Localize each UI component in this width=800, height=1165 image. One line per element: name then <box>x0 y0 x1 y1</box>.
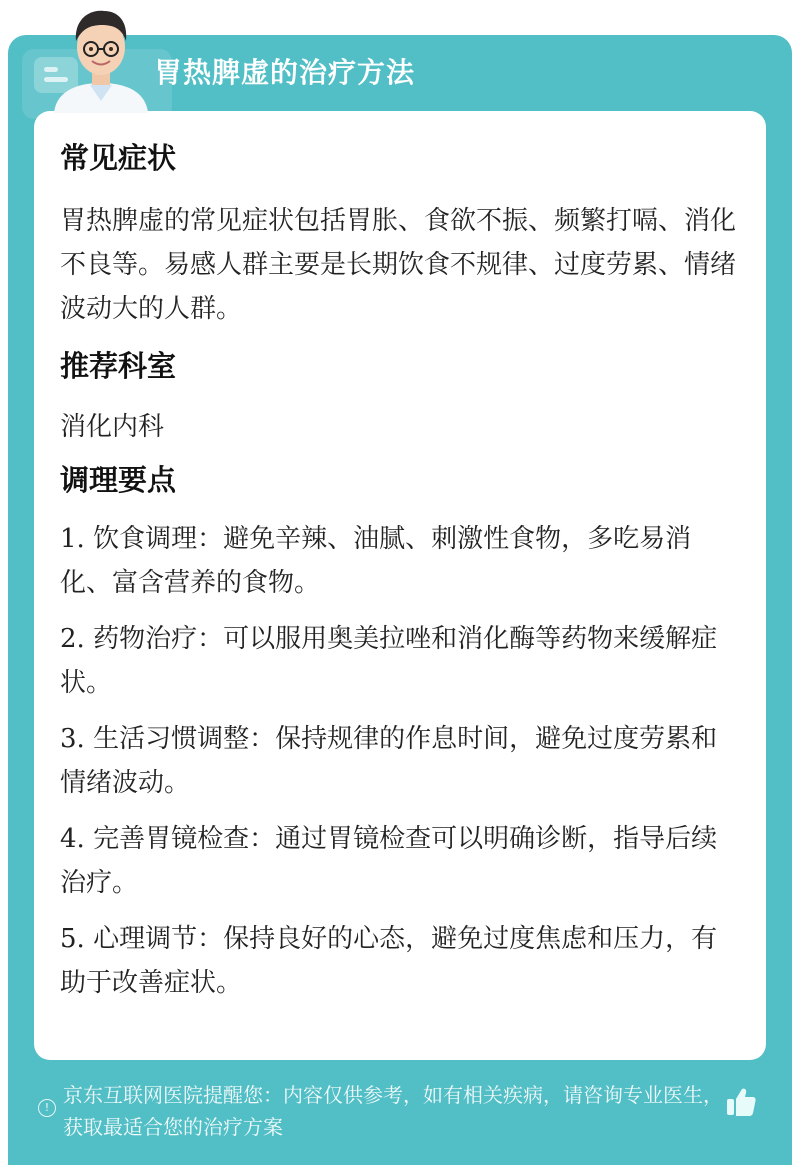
article-card <box>8 35 792 1165</box>
info-icon: ! <box>38 1099 56 1117</box>
page-title: 胃热脾虚的治疗方法 <box>154 56 416 89</box>
footer <box>8 1075 792 1165</box>
care-tip: 4. 完善胃镜检查：通过胃镜检查可以明确诊断，指导后续治疗。 <box>60 824 718 898</box>
care-tip: 5. 心理调节：保持良好的心态，避免过度焦虑和压力，有助于改善症状。 <box>60 924 718 998</box>
disclaimer-text: 京东互联网医院提醒您：内容仅供参考，如有相关疾病，请咨询专业医生，获取最适合您的治疗方案 <box>63 1083 723 1139</box>
care-title: 调理要点 <box>60 463 177 497</box>
care-tip: 1. 饮食调理：避免辛辣、油腻、刺激性食物，多吃易消化、富含营养的食物。 <box>60 524 692 598</box>
symptoms-text: 胃热脾虚的常见症状包括胃胀、食欲不振、频繁打嗝、消化不良等。易感人群主要是长期饮食不规律、过度劳累、情绪波动大的人群。 <box>60 206 737 324</box>
doctor-avatar <box>46 5 156 113</box>
thumbs-up-icon[interactable] <box>724 1085 758 1119</box>
department-text: 消化内科 <box>60 412 165 442</box>
care-tip: 3. 生活习惯调整：保持规律的作息时间，避免过度劳累和情绪波动。 <box>60 724 718 798</box>
department-title: 推荐科室 <box>60 349 177 383</box>
content-panel <box>34 111 766 1060</box>
symptoms-title: 常见症状 <box>60 141 177 175</box>
care-tip: 2. 药物治疗：可以服用奥美拉唑和消化酶等药物来缓解症状。 <box>60 624 718 698</box>
